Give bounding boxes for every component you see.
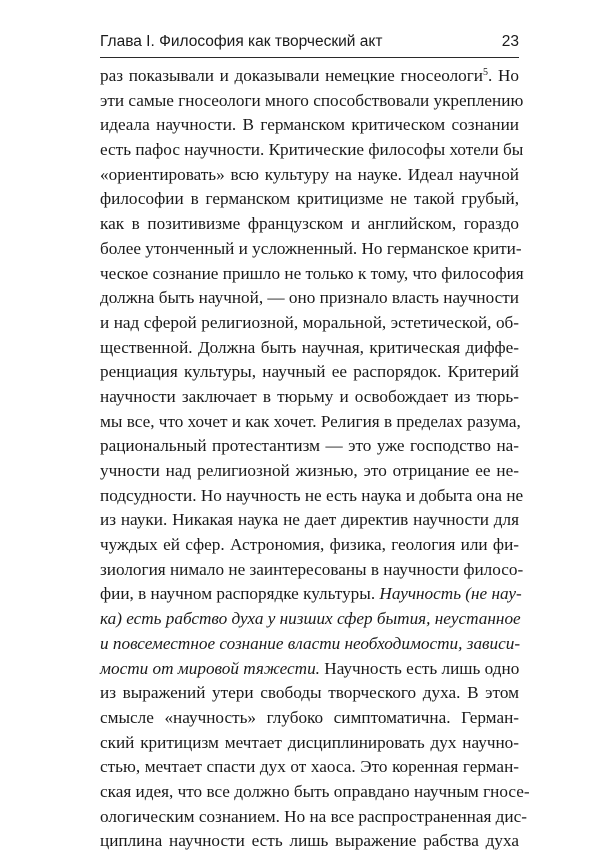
text-line [100, 805, 527, 830]
text-line [100, 286, 519, 311]
text-line [100, 755, 519, 780]
text-line [100, 681, 519, 706]
text-line [100, 607, 519, 632]
line-text: и над сферой религиозной, моральной, эстетической, об- [100, 312, 519, 332]
line-text: должна быть научной, — оно признало власть научности [100, 288, 519, 308]
line-text: ская идея, что все должно быть оправдано научным гносе- [100, 781, 530, 801]
text-line [100, 533, 519, 558]
line-text: из науки. Никакая наука не дает директив научности для [100, 510, 519, 530]
line-text: философии в германском критицизме не такой грубый, [100, 189, 519, 209]
italic-text: ка) есть рабство духа у низших сфер бытия, неустанное [100, 609, 521, 629]
italic-text: и повсеместное сознание власти необходимости, зависи- [100, 633, 521, 653]
page-number: 23 [501, 33, 519, 50]
text-line [100, 113, 519, 138]
text-line [100, 360, 519, 385]
line-text: ренциация культуры, научный ее распорядок. Критерий [100, 362, 519, 382]
text-line [100, 459, 519, 484]
line-text: смысле «научность» глубоко симптоматична. Герман- [100, 707, 519, 727]
text-line [100, 731, 519, 756]
text-line [100, 829, 519, 854]
body-text [100, 64, 530, 854]
line-text: Научность есть лишь одно [319, 658, 520, 678]
text-line [100, 385, 519, 410]
line-text: из выражений утери свободы творческого духа. В этом [100, 683, 519, 703]
line-text: ческое сознание пришло не только к тому, что философия [100, 263, 524, 283]
line-text: раз показывали и доказывали немецкие гносеологи [100, 66, 483, 85]
text-line [100, 706, 519, 731]
line-text: более утонченный и усложненный. Но германское крити- [100, 238, 522, 258]
text-line [100, 508, 519, 533]
line-text: . Но [488, 66, 519, 85]
line-text: подсудности. Но научность не есть наука и добыта она не [100, 485, 524, 505]
line-text: ский критицизм мечтает дисциплинировать дух научно- [100, 732, 519, 752]
text-line [100, 657, 519, 682]
text-line [100, 632, 519, 657]
text-line [100, 780, 530, 805]
italic-text: мости от мировой тяжести. [100, 658, 320, 678]
line-text: как в позитивизме французском и английском, гораздо [100, 214, 519, 234]
line-text: есть пафос научности. Критические философы хотели бы [100, 140, 524, 160]
header-rule [100, 57, 519, 58]
line-text: фии, в научном распорядке культуры. [100, 584, 380, 604]
line-text: циплина научности есть лишь выражение рабства духа [100, 831, 519, 851]
text-line [100, 410, 519, 435]
line-text: мы все, что хочет и как хочет. Религия в пределах разума, [100, 411, 521, 431]
text-line [100, 163, 519, 188]
line-text: идеала научности. В германском критическом сознании [100, 115, 519, 135]
text-line [100, 582, 522, 607]
text-line [100, 237, 522, 262]
text-line [100, 212, 519, 237]
chapter-title: Глава I. Философия как творческий акт [100, 33, 383, 50]
text-line [100, 558, 524, 583]
running-head [100, 33, 519, 51]
line-text: стью, мечтает спасти дух от хаоса. Это коренная герман- [100, 757, 519, 777]
text-line [100, 311, 519, 336]
text-line [100, 138, 524, 163]
line-text: эти самые гносеологи много способствовали укреплению [100, 90, 524, 110]
line-text: щественной. Должна быть научная, критическая диффе- [100, 337, 519, 357]
line-text: зиология нимало не заинтересованы в научности филосо- [100, 559, 524, 579]
line-text: рациональный протестантизм — это уже господство на- [100, 436, 519, 456]
text-line [100, 484, 524, 509]
text-line [100, 89, 524, 114]
footnote-marker[interactable]: 5 [483, 67, 488, 78]
line-text: ологическим сознанием. Но на все распространенная дис- [100, 806, 527, 826]
text-line [100, 64, 519, 89]
line-text: чуждых ей сфер. Астрономия, физика, геология или фи- [100, 535, 519, 555]
text-line [100, 187, 519, 212]
italic-text: Научность (не нау- [379, 584, 522, 604]
text-line [100, 262, 524, 287]
line-text: учности над религиозной жизнью, это отрицание ее не- [100, 461, 519, 480]
text-line [100, 434, 519, 459]
text-line [100, 336, 519, 361]
line-text: научности заключает в тюрьму и освобождает из тюрь- [100, 386, 519, 406]
line-text: «ориентировать» всю культуру на науке. Идеал научной [100, 164, 519, 184]
